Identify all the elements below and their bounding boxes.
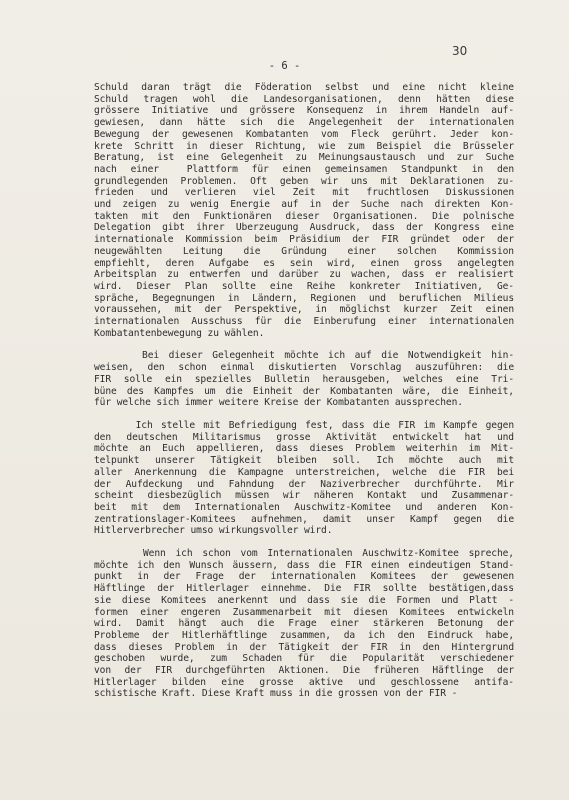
text-line: grössere Initiative und grössere Konsequenz in ihrem Handeln auf- [94,105,514,117]
text-line: punkt in der Frage der internationalen Komitees der gewesenen [94,571,514,583]
text-line: weisen, den schon einmal diskutierten Vorschlag auszuführen: die [94,362,514,374]
paragraph [94,82,514,339]
text-line: Ich stelle mit Befriedigung fest, dass die FIR im Kampfe gegen [94,419,514,431]
text-line: wird. Dieser Plan sollte eine Reihe konkreter Initiativen, Ge- [94,280,514,292]
text-line: den deutschen Militarismus grosse Aktivität entwickelt hat und [94,431,514,443]
text-line: krete Schritt in dieser Richtung, wie zum Beispiel die Brüsseler [94,140,514,152]
text-line: spräche, Begegnungen in Ländern, Regionen und beruflichen Milieus [94,292,514,304]
text-line: büne des Kampfes um die Einheit der Kombatanten wäre, die Einheit, [94,385,514,397]
text-line: möchte ich den Wunsch äussern, dass die FIR einen eindeutigen Stand- [94,559,514,571]
text-line: Häftlinge der Hitlerlager einnehme. Die FIR sollte bestätigen,dass [94,583,514,595]
paragraph-gap [94,537,514,548]
text-line: formen einer engeren Zusammenarbeit mit diesen Komitees entwickeln [94,606,514,618]
text-line: sie diese Komitees anerkennt und dass sie die Formen und Platt - [94,594,514,606]
text-line: Delegation gibt ihrer Überzeugung Ausdruck, dass der Kongress eine [94,222,514,234]
text-line: Schuld daran trägt die Föderation selbst und eine nicht kleine [94,82,514,93]
page-marker: - 6 - [268,60,301,72]
text-line: Wenn ich schon vom Internationalen Auschwitz-Komitee spreche, [94,548,514,560]
paragraph-gap [94,409,514,420]
text-line: Hitlerlager bilden eine grosse aktive und geschlossene antifa- [94,676,514,688]
text-line: für welche sich immer weitere Kreise der Kombatanten aussprechen. [94,397,463,409]
paragraph [94,548,514,700]
text-line: dass dieses Problem in der Tätigkeit der FIR in den Hintergrund [94,641,514,653]
paragraph-gap [94,339,514,350]
text-line: scheint diesbezüglich müssen wir näheren Kontakt und Zusammenar- [94,490,514,502]
text-line: der Aufdeckung und Fahndung der Naziverbrecher durchführte. Mir [94,478,514,490]
text-line: und zeigen zu wenig Energie auf in der Suche nach direkten Kon- [94,199,514,211]
text-line: takten mit den Funktionären dieser Organisationen. Die polnische [94,210,514,222]
text-line: Schuld tragen wohl die Landesorganisationen, denn hätten diese [94,93,514,105]
text-line: frieden und verlieren viel Zeit mit fruchtlosen Diskussionen [94,187,514,199]
text-line: empfiehlt, deren Aufgabe es sein wird, einen gross angelegten [94,257,514,269]
text-line: neugewählten Leitung die Gründung einer solchen Kommission [94,245,514,257]
text-line: internationale Kommission beim Präsidium der FIR gründet oder der [94,234,514,246]
text-line: geschoben wurde, zum Schaden für die Popularität verschiedener [94,653,514,665]
text-line: Hitlerverbrecher umso wirkungsvoller wird. [94,525,333,537]
text-line: Kombatantenbewegung zu wählen. [94,327,265,339]
text-line: Arbeitsplan zu entwerfen und darüber zu wachen, dass er realisiert [94,269,514,281]
text-line: Probleme der Hitlerhäftlinge zusammen, da ich den Eindruck habe, [94,629,514,641]
paragraph [94,420,514,537]
text-line: beit mit dem Internationalen Auschwitz-Komitee und anderen Kon- [94,501,514,513]
text-line: Bewegung der gewesenen Kombatanten vom Fleck gerührt. Jeder kon- [94,128,514,140]
text-line: telpunkt unserer Tätigkeit bleiben soll. Ich möchte auch mit [94,455,514,467]
text-line: grundlegenden Problemen. Oft geben wir uns mit Deklarationen zu- [94,175,514,187]
text-line: nach einer Plattform für einen gemeinsamen Standpunkt in den [94,163,514,175]
document-body [94,82,514,700]
text-line: Beratung, ist eine Gelegenheit zu Meinungsaustausch und zur Suche [94,152,514,164]
text-line: gewiesen, dann hätte sich die Angelegenheit der internationalen [94,117,514,129]
text-line: wird. Damit hängt auch die Frage einer stärkeren Betonung der [94,618,514,630]
paragraph [94,350,514,409]
text-line: zentrationslager-Komitees aufnehmen, damit unser Kampf gegen die [94,513,514,525]
text-line: FIR solle ein spezielles Bulletin herausgeben, welches eine Tri- [94,373,514,385]
text-line: möchte an Euch appellieren, dass dieses Problem weiterhin im Mit- [94,443,514,455]
text-line: schistische Kraft. Diese Kraft muss in die grossen von der FIR - [94,688,458,700]
text-line: voraussehen, mit der Perspektive, in möglichst kurzer Zeit einen [94,304,514,316]
text-line: Bei dieser Gelegenheit möchte ich auf die Notwendigkeit hin- [94,350,514,362]
archive-page-number: 30 [452,44,468,58]
text-line: von der FIR durchgeführten Aktionen. Die früheren Häftlinge der [94,665,514,677]
text-line: aller Anerkennung die Kampagne unterstreichen, welche die FIR bei [94,466,514,478]
text-line: internationalen Ausschuss für die Einberufung einer internationalen [94,316,514,328]
